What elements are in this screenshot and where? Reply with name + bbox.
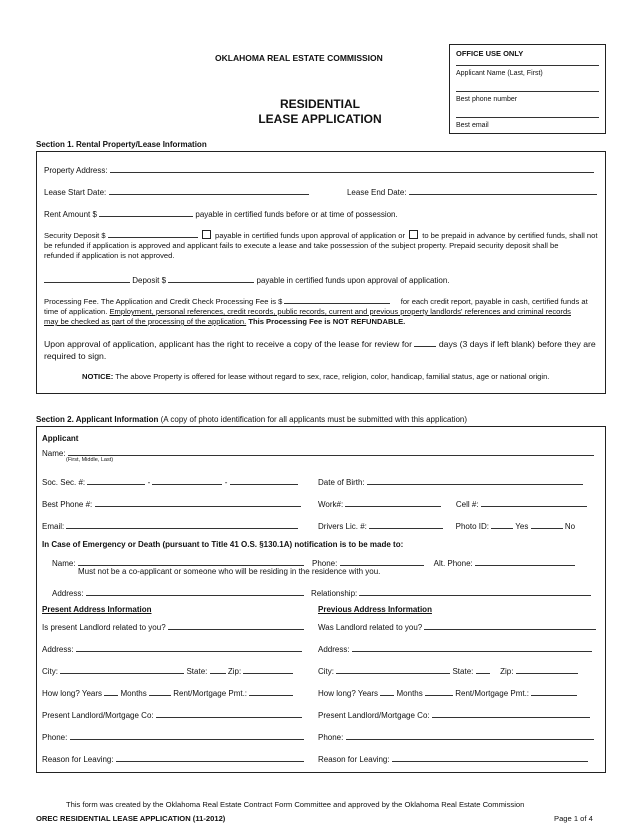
processing-fee-paragraph	[44, 295, 600, 327]
present-reason-field[interactable]	[116, 753, 304, 762]
deposit-option1-text: payable in certified funds upon approval of application or	[215, 231, 405, 240]
em-relationship-row	[311, 587, 591, 599]
processing-fee-text-2: for each credit report, payable in cash, certified funds at	[400, 297, 588, 306]
best-phone-row	[42, 498, 301, 510]
other-deposit-amount-field[interactable]	[168, 274, 254, 283]
notice-row	[82, 372, 549, 382]
present-months-label: Months	[120, 689, 147, 698]
previous-landlord-field[interactable]	[432, 709, 590, 718]
previous-phone-field[interactable]	[346, 731, 594, 740]
processing-line-3a: may be checked as part of the processing of the application.	[44, 317, 247, 326]
dob-row	[318, 476, 583, 488]
office-field-email: Best email	[456, 122, 489, 129]
commission-name: OKLAHOMA REAL ESTATE COMMISSION	[215, 53, 383, 63]
processing-line-3b: This Processing Fee is NOT REFUNDABLE.	[248, 317, 406, 326]
present-address-label: Address:	[42, 645, 74, 654]
present-address-field[interactable]	[76, 643, 302, 652]
previous-reason-field[interactable]	[392, 753, 588, 762]
rent-amount-field[interactable]	[99, 208, 193, 217]
em-phone-label: Phone:	[312, 559, 338, 568]
previous-address-heading: Previous Address Information	[318, 605, 432, 614]
dob-label: Date of Birth:	[318, 478, 365, 487]
property-address-label: Property Address:	[44, 166, 108, 175]
other-deposit-type-field[interactable]	[44, 274, 130, 283]
lease-start-field[interactable]	[109, 186, 309, 195]
em-relationship-label: Relationship:	[311, 589, 358, 598]
em-address-label: Address:	[52, 589, 84, 598]
previous-related-row	[318, 621, 596, 633]
ssn-part3-field[interactable]	[230, 476, 298, 485]
present-years-field[interactable]	[104, 687, 118, 696]
em-alt-phone-label: Alt. Phone:	[433, 559, 473, 568]
email-label: Email:	[42, 522, 65, 531]
deposit-line-3: refunded if application is not approved.	[44, 251, 175, 260]
footer-form-id: OREC RESIDENTIAL LEASE APPLICATION (11-2012)	[36, 814, 226, 823]
work-label: Work#:	[318, 500, 344, 509]
office-field-applicant: Applicant Name (Last, First)	[456, 70, 543, 77]
other-deposit-label: Deposit $	[132, 276, 167, 285]
previous-city-row	[318, 665, 578, 677]
present-city-row	[42, 665, 293, 677]
rent-row	[44, 208, 398, 220]
license-row	[318, 520, 575, 532]
name-hint: (First, Middle, Last)	[66, 457, 114, 463]
applicant-heading: Applicant	[42, 434, 79, 443]
deposit-line-2: be refunded if application is approved and applicant fails to execute a lease and take possession of the subject property. Prepaid security deposit shall be	[44, 241, 559, 250]
cell-phone-field[interactable]	[481, 498, 587, 507]
previous-address-row	[318, 643, 592, 655]
drivers-license-label: Drivers Lic. #:	[318, 522, 367, 531]
photo-id-yes-label: Yes	[515, 522, 529, 531]
previous-reason-label: Reason for Leaving:	[318, 755, 390, 764]
present-zip-field[interactable]	[243, 665, 293, 674]
lease-end-label: Lease End Date:	[346, 188, 407, 197]
deposit-on-approval-checkbox[interactable]	[202, 230, 211, 239]
applicant-name-line[interactable]	[456, 65, 599, 66]
emergency-heading: In Case of Emergency or Death (pursuant to Title 41 O.S. §130.1A) notification is to be made to:	[42, 540, 404, 549]
section2-heading-note: (A copy of photo identification for all applicants must be submitted with this application)	[160, 415, 468, 424]
property-address-field[interactable]	[110, 164, 594, 173]
other-deposit-payable-text: payable in certified funds upon approval of application.	[256, 276, 450, 285]
work-cell-row	[318, 498, 587, 510]
photo-id-no-field[interactable]	[531, 520, 563, 529]
applicant-name-field[interactable]	[68, 447, 594, 456]
dob-field[interactable]	[367, 476, 583, 485]
best-phone-line[interactable]	[456, 91, 599, 92]
em-name-field[interactable]	[78, 557, 304, 566]
previous-related-label: Was Landlord related to you?	[318, 623, 423, 632]
em-note: Must not be a co-applicant or someone who will be residing in the residence with you.	[78, 567, 381, 576]
review-days-field[interactable]	[414, 338, 436, 347]
present-years-label: How long? Years	[42, 689, 103, 698]
lease-start-label: Lease Start Date:	[44, 188, 107, 197]
office-field-phone: Best phone number	[456, 96, 518, 103]
present-rent-label: Rent/Mortgage Pmt.:	[173, 689, 248, 698]
rent-payable-text: payable in certified funds before or at time of possession.	[195, 210, 398, 219]
ssn-part1-field[interactable]	[87, 476, 145, 485]
present-landlord-field[interactable]	[156, 709, 302, 718]
processing-line-2b: Employment, personal references, credit records, public records, current and previous property landlords' references and criminal records	[109, 307, 571, 316]
office-use-label: OFFICE USE ONLY	[456, 49, 524, 58]
previous-months-label: Months	[396, 689, 423, 698]
photo-id-label: Photo ID:	[455, 522, 489, 531]
lease-copy-paragraph	[44, 338, 600, 362]
title-line-1: RESIDENTIAL	[279, 97, 360, 111]
present-city-label: City:	[42, 667, 58, 676]
previous-landlord-label: Present Landlord/Mortgage Co:	[318, 711, 430, 720]
present-reason-row	[42, 753, 304, 765]
present-related-field[interactable]	[168, 621, 304, 630]
notice-label: NOTICE:	[82, 372, 114, 381]
form-title	[240, 97, 400, 127]
previous-related-field[interactable]	[424, 621, 596, 630]
previous-phone-row	[318, 731, 594, 743]
section2-heading: Section 2. Applicant Information	[36, 415, 159, 424]
present-city-field[interactable]	[60, 665, 184, 674]
present-phone-row	[42, 731, 304, 743]
previous-address-field[interactable]	[352, 643, 592, 652]
em-phone-field[interactable]	[340, 557, 424, 566]
present-state-label: State:	[186, 667, 208, 676]
office-use-box	[449, 44, 606, 134]
previous-rent-field[interactable]	[531, 687, 577, 696]
em-relationship-field[interactable]	[359, 587, 591, 596]
section1-heading: Section 1. Rental Property/Lease Information	[36, 140, 207, 149]
present-address-row	[42, 643, 302, 655]
section2-heading-row	[36, 415, 467, 425]
security-deposit-field[interactable]	[108, 229, 198, 238]
em-address-row	[52, 587, 304, 599]
other-deposit-row	[44, 274, 450, 286]
previous-landlord-row	[318, 709, 590, 721]
lease-end-field[interactable]	[409, 186, 597, 195]
rent-amount-label: Rent Amount $	[44, 210, 97, 219]
em-name-label: Name:	[52, 559, 76, 568]
drivers-license-field[interactable]	[369, 520, 443, 529]
previous-zip-field[interactable]	[516, 665, 578, 674]
previous-city-label: City:	[318, 667, 334, 676]
footer-credit: This form was created by the Oklahoma Real Estate Contract Form Committee and approved by the Oklahoma Real Estate Commission	[66, 800, 525, 809]
present-landlord-label: Present Landlord/Mortgage Co:	[42, 711, 154, 720]
present-related-label: Is present Landlord related to you?	[42, 623, 166, 632]
present-address-heading: Present Address Information	[42, 605, 152, 614]
previous-address-label: Address:	[318, 645, 350, 654]
best-email-line[interactable]	[456, 117, 599, 118]
property-address-row	[44, 164, 594, 176]
deposit-paragraph	[44, 229, 596, 261]
security-deposit-label: Security Deposit $	[44, 231, 106, 240]
name-label: Name:	[42, 449, 66, 458]
previous-city-field[interactable]	[336, 665, 450, 674]
present-reason-label: Reason for Leaving:	[42, 755, 114, 764]
em-address-field[interactable]	[86, 587, 304, 596]
email-row	[42, 520, 298, 532]
previous-zip-label: Zip:	[500, 667, 514, 676]
ssn-row: Soc. Sec. #: - -	[42, 476, 298, 488]
previous-phone-label: Phone:	[318, 733, 344, 742]
present-state-field[interactable]	[210, 665, 226, 674]
previous-state-field[interactable]	[476, 665, 490, 674]
processing-line-2a: time of application.	[44, 307, 108, 316]
present-landlord-row	[42, 709, 302, 721]
previous-years-label: How long? Years	[318, 689, 379, 698]
lease-dates-row	[44, 186, 597, 198]
previous-rent-label: Rent/Mortgage Pmt.:	[455, 689, 530, 698]
title-line-2: LEASE APPLICATION	[258, 112, 382, 126]
email-field[interactable]	[66, 520, 298, 529]
present-months-field[interactable]	[149, 687, 171, 696]
ssn-part2-field[interactable]	[152, 476, 222, 485]
notice-text: The above Property is offered for lease without regard to sex, race, religion, color, handicap, familial status, age or national origin.	[115, 372, 550, 381]
work-phone-field[interactable]	[345, 498, 441, 507]
previous-howlong-row	[318, 687, 577, 699]
processing-fee-field[interactable]	[284, 295, 390, 304]
photo-id-no-label: No	[564, 522, 576, 531]
present-related-row	[42, 621, 304, 633]
photo-id-yes-field[interactable]	[491, 520, 513, 529]
deposit-prepaid-checkbox[interactable]	[409, 230, 418, 239]
previous-state-label: State:	[452, 667, 474, 676]
present-phone-field[interactable]	[70, 731, 304, 740]
name-row	[42, 447, 594, 459]
lease-copy-text-1: Upon approval of application, applicant has the right to receive a copy of the lease for review for	[44, 339, 412, 349]
processing-fee-text-1: Processing Fee. The Application and Credit Check Processing Fee is $	[44, 297, 283, 306]
lease-copy-text-2: required to sign.	[44, 351, 107, 361]
cell-label: Cell #:	[455, 500, 479, 509]
best-phone-label: Best Phone #:	[42, 500, 93, 509]
present-howlong-row	[42, 687, 293, 699]
ssn-label: Soc. Sec. #:	[42, 478, 86, 487]
present-rent-field[interactable]	[249, 687, 293, 696]
lease-copy-text-1b: days (3 days if left blank) before they are	[438, 339, 596, 349]
present-phone-label: Phone:	[42, 733, 68, 742]
previous-reason-row	[318, 753, 588, 765]
previous-years-field[interactable]	[380, 687, 394, 696]
present-zip-label: Zip:	[227, 667, 242, 676]
em-alt-phone-field[interactable]	[475, 557, 575, 566]
footer-page-number: Page 1 of 4	[554, 814, 593, 823]
previous-months-field[interactable]	[425, 687, 453, 696]
best-phone-field[interactable]	[95, 498, 301, 507]
deposit-option2-text: to be prepaid in advance by certified funds, shall not	[422, 231, 598, 240]
